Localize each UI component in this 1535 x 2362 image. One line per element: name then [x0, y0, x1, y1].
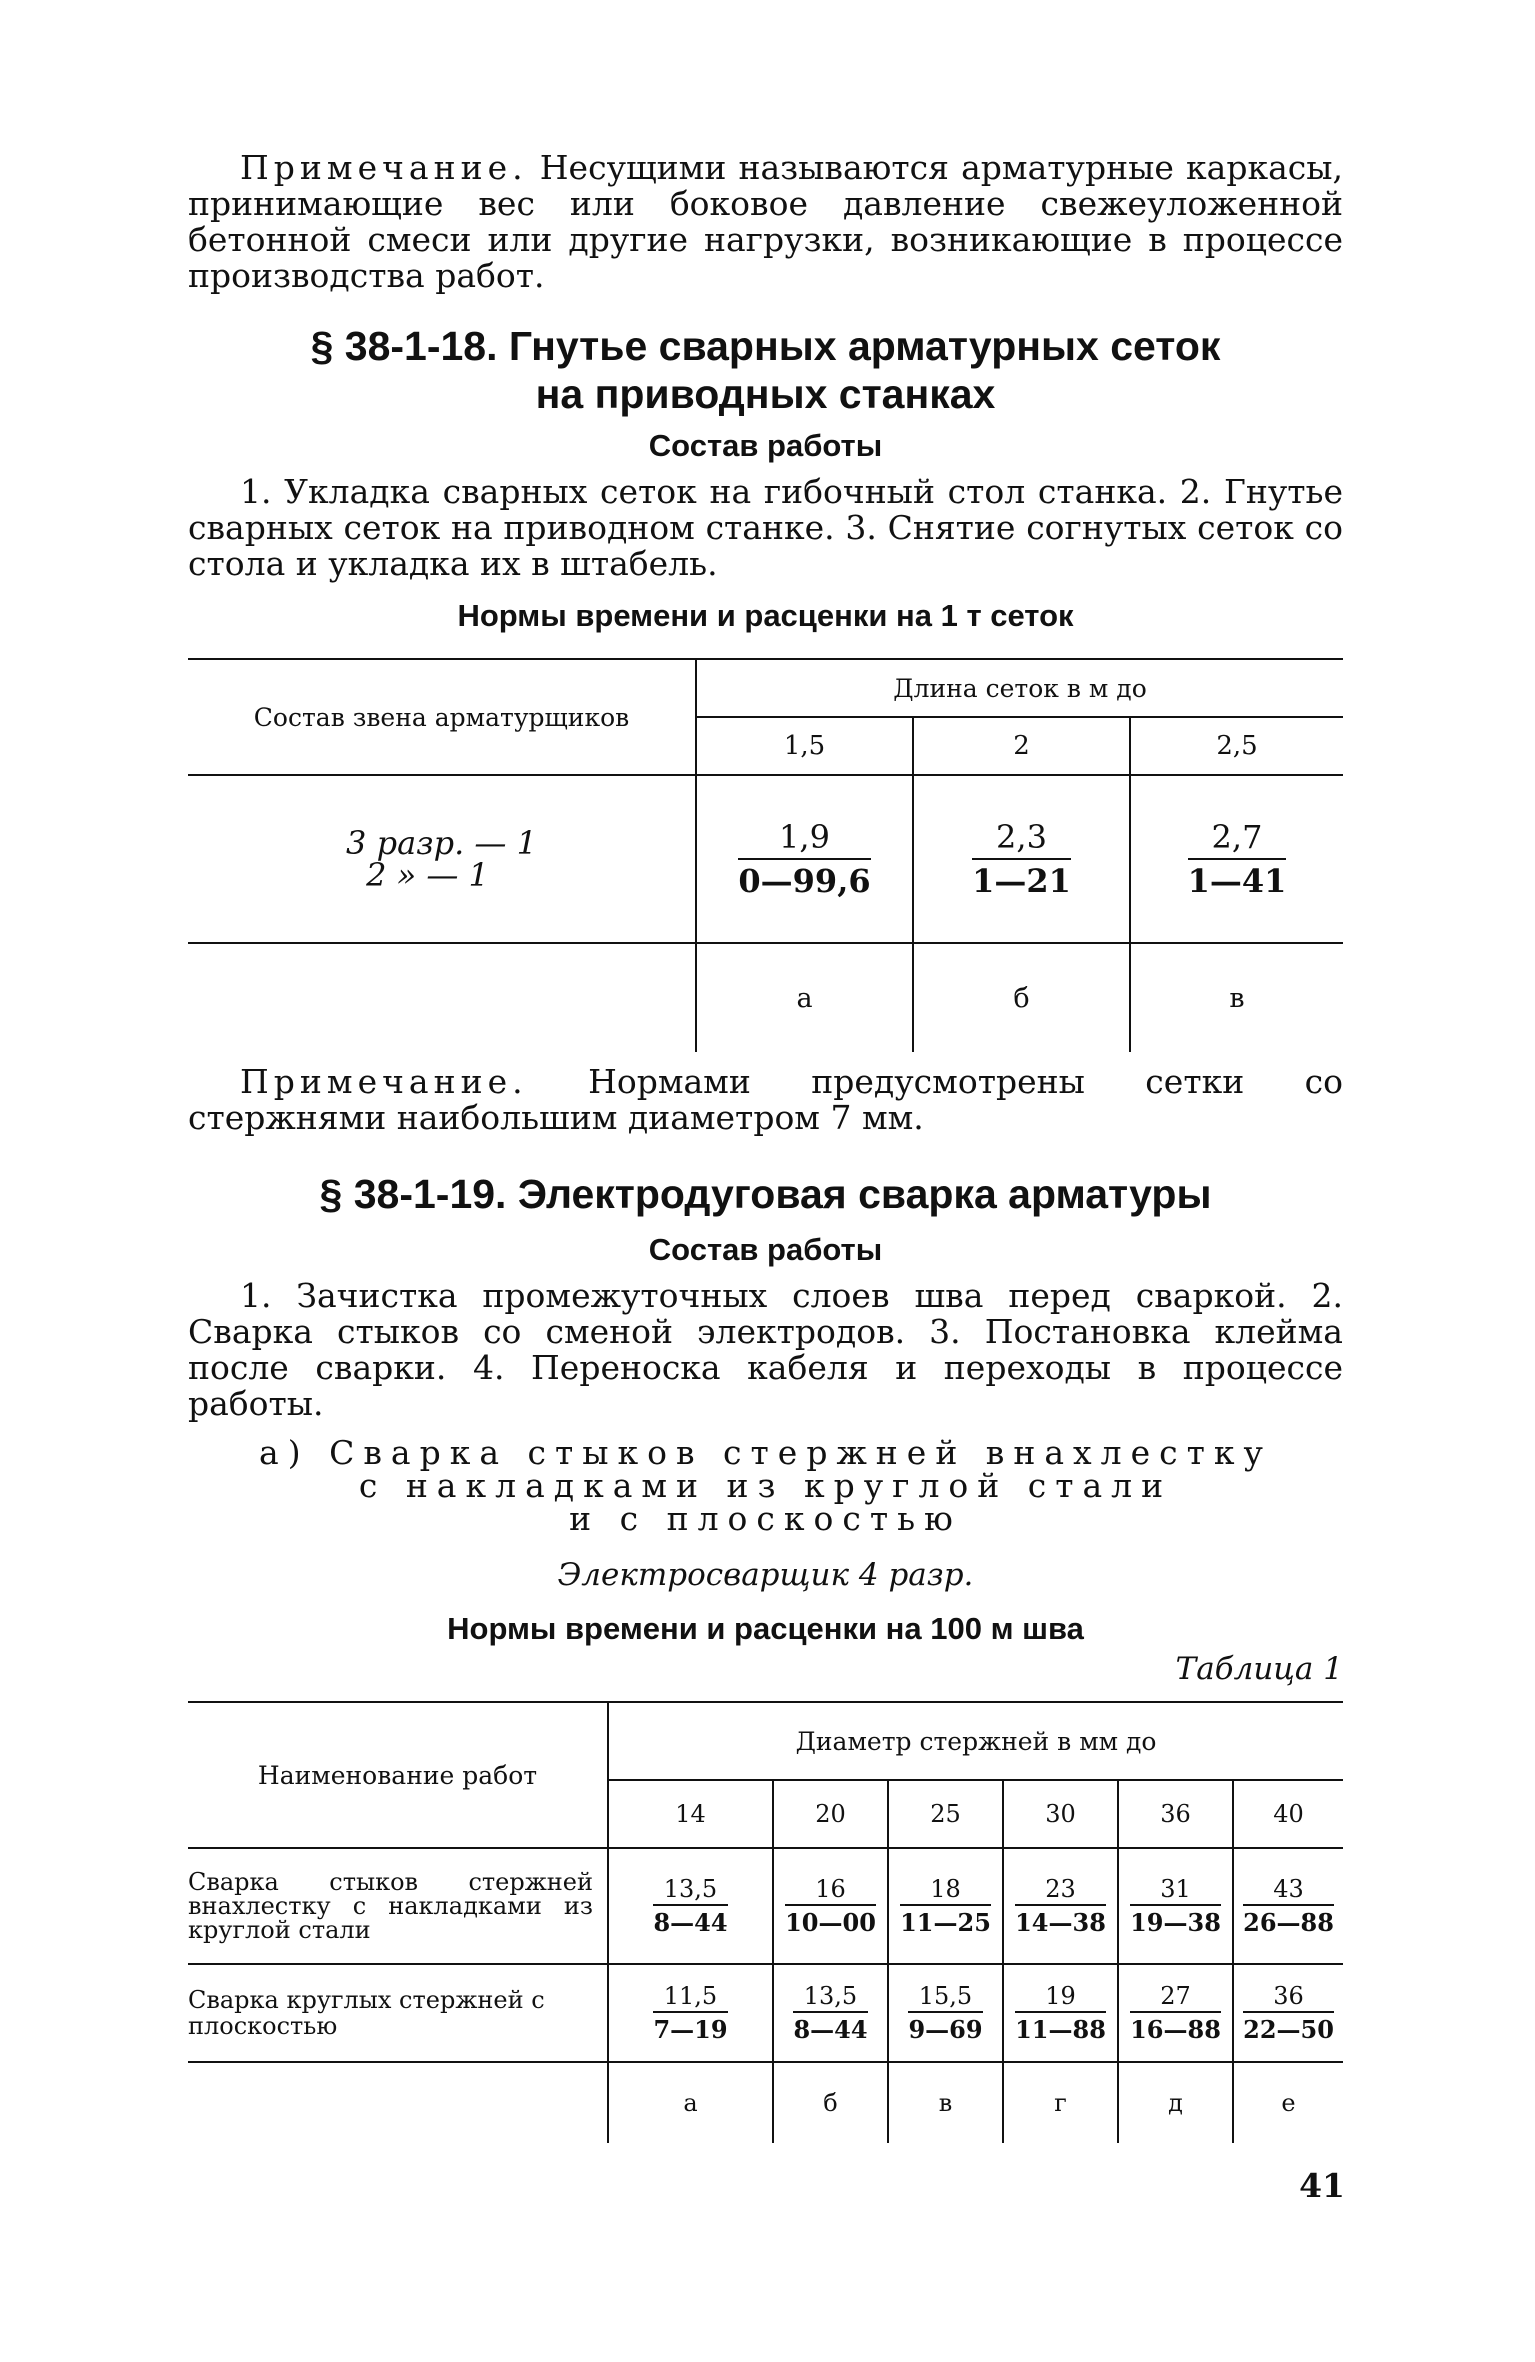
work-name-header: Наименование работ: [257, 1760, 538, 1790]
norm-value: 23: [1015, 1875, 1106, 1906]
value-cell: [888, 1848, 1003, 1964]
note-text: Несущими называются арматурные каркасы, принимающие вес или боковое давление свежеуложенной бетонной смеси или другие нагрузки, возникающие в процессе производства работ.: [188, 148, 1343, 295]
section-18-title-line2: на приводных станках: [535, 371, 996, 417]
length-header: Длина сеток в м до: [696, 659, 1343, 717]
crew-line-2: 2 » — 1: [366, 856, 489, 894]
diameter-40: 40: [1233, 1780, 1343, 1848]
crew-line-1: 3 разр. — 1: [346, 824, 537, 862]
section-18-work-heading: Состав работы: [648, 428, 883, 463]
norms-table-19: [188, 1701, 1343, 2143]
value-cell: [1118, 1848, 1233, 1964]
subheading-line-2: с накладками из круглой стали: [358, 1466, 1173, 1505]
note-paragraph: [188, 150, 1343, 294]
value-cell: [1233, 1964, 1343, 2062]
norm-value: 15,5: [908, 1982, 982, 2013]
diameter-25: 25: [888, 1780, 1003, 1848]
diameter-14: 14: [608, 1780, 773, 1848]
diameter-header: Диаметр стержней в мм до: [608, 1702, 1343, 1780]
section-19-subheading: [188, 1433, 1343, 1538]
crew-cell: [188, 775, 696, 943]
price-value: 16—88: [1130, 2015, 1221, 2044]
norm-value: 1,9: [738, 818, 870, 860]
column-label: в: [1130, 943, 1343, 1052]
norm-value: 18: [900, 1875, 991, 1906]
page-number: 41: [1299, 2166, 1345, 2205]
column-label: а: [696, 943, 913, 1052]
price-value: 26—88: [1243, 1908, 1334, 1937]
price-value: 22—50: [1243, 2015, 1334, 2044]
value-cell: [1003, 1964, 1118, 2062]
length-2: 2: [913, 717, 1130, 775]
price-value: 11—25: [900, 1908, 991, 1937]
value-cell: [888, 1964, 1003, 2062]
length-1: 1,5: [696, 717, 913, 775]
note-label: Примечание.: [240, 148, 528, 187]
column-label: г: [1003, 2062, 1118, 2143]
section-18-title-line1: § 38-1-18. Гнутье сварных арматурных сеток: [310, 323, 1221, 369]
subheading-line-1: а) Сварка стыков стержней внахлестку: [259, 1433, 1272, 1472]
value-cell: [1003, 1848, 1118, 1964]
section-18-work-text: 1. Укладка сварных сеток на гибочный стол станка. 2. Гнутье сварных сеток на приводном станке. 3. Снятие согнутых сеток со стола и укладка их в штабель.: [188, 472, 1343, 583]
norm-value: 13,5: [653, 1875, 727, 1906]
price-value: 0—99,6: [738, 862, 871, 900]
value-cell: [913, 775, 1130, 943]
value-cell: [773, 1848, 888, 1964]
price-value: 1—41: [1187, 862, 1287, 900]
work-name-cell: Сварка стыков стержней внахлестку с накладками из круглой стали: [188, 1868, 593, 1944]
section-18-title: [188, 322, 1343, 418]
value-cell: [1233, 1848, 1343, 1964]
section-19-norms-heading: Нормы времени и расценки на 100 м шва: [447, 1611, 1084, 1646]
price-value: 1—21: [972, 862, 1071, 900]
price-value: 9—69: [908, 2015, 983, 2044]
section-19-title: § 38-1-19. Электродуговая сварка арматуры: [319, 1171, 1212, 1217]
length-3: 2,5: [1130, 717, 1343, 775]
value-cell: [1118, 1964, 1233, 2062]
norm-value: 16: [785, 1875, 876, 1906]
norms-table-18: [188, 658, 1343, 1052]
column-label: д: [1118, 2062, 1233, 2143]
note-text: Нормами предусмотрены сетки со стержнями наибольшим диаметром 7 мм.: [188, 1062, 1343, 1137]
section-18-norms-heading: Нормы времени и расценки на 1 т сеток: [457, 598, 1074, 633]
note-label: Примечание.: [240, 1062, 528, 1101]
column-label: в: [888, 2062, 1003, 2143]
value-cell: [608, 1848, 773, 1964]
norm-value: 36: [1243, 1982, 1334, 2013]
value-cell: [773, 1964, 888, 2062]
document-page: [188, 150, 1343, 2143]
price-value: 11—88: [1015, 2015, 1106, 2044]
column-label: е: [1233, 2062, 1343, 2143]
value-cell: [696, 775, 913, 943]
price-value: 7—19: [653, 2015, 728, 2044]
section-19-work-text: 1. Зачистка промежуточных слоев шва перед сваркой. 2. Сварка стыков со сменой электродов. 3. Постановка клейма после сварки. 4. Переноска кабеля и переходы в процессе работы.: [188, 1276, 1343, 1423]
work-name-cell: Сварка круглых стержней с плоскостью: [188, 1986, 545, 2040]
section-19-work-heading: Состав работы: [648, 1232, 883, 1267]
price-value: 14—38: [1015, 1908, 1106, 1937]
value-cell: [608, 1964, 773, 2062]
column-label: а: [608, 2062, 773, 2143]
price-value: 10—00: [785, 1908, 876, 1937]
norm-value: 31: [1130, 1875, 1221, 1906]
diameter-36: 36: [1118, 1780, 1233, 1848]
price-value: 8—44: [793, 2015, 868, 2044]
norm-value: 2,7: [1188, 818, 1287, 860]
diameter-20: 20: [773, 1780, 888, 1848]
crew-column-header: Состав звена арматурщиков: [253, 702, 630, 732]
worker-grade: Электросварщик 4 разр.: [557, 1557, 974, 1593]
subheading-line-3: и с плоскостью: [569, 1499, 962, 1538]
column-label: б: [773, 2062, 888, 2143]
value-cell: [1130, 775, 1343, 943]
column-label: б: [913, 943, 1130, 1052]
norm-value: 27: [1130, 1982, 1221, 2013]
norm-value: 13,5: [793, 1982, 867, 2013]
section-18-note: [188, 1064, 1343, 1136]
table-label: Таблица 1: [1175, 1651, 1343, 1687]
norm-value: 11,5: [653, 1982, 727, 2013]
norm-value: 19: [1015, 1982, 1106, 2013]
norm-value: 43: [1243, 1875, 1334, 1906]
diameter-30: 30: [1003, 1780, 1118, 1848]
norm-value: 2,3: [972, 818, 1071, 860]
price-value: 8—44: [653, 1908, 728, 1937]
price-value: 19—38: [1130, 1908, 1221, 1937]
